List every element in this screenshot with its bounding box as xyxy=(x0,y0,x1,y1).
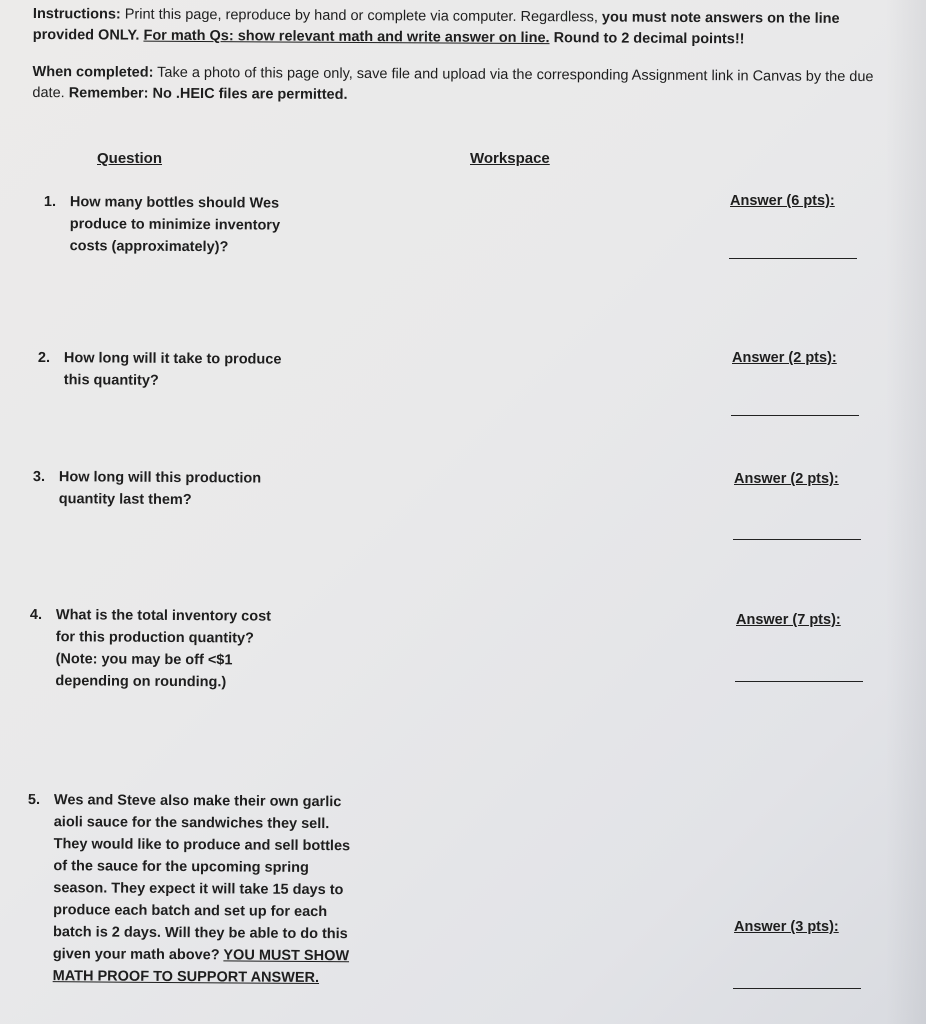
question-1 xyxy=(44,191,310,259)
instructions-text: Print this page, reproduce by hand or complete via computer. Regardless, xyxy=(120,6,602,26)
answer-line-5[interactable] xyxy=(733,988,861,989)
workspace-column-heading: Workspace xyxy=(470,150,550,167)
question-number: 1. xyxy=(43,193,57,211)
instructions-bold-note: you must note answers on the line provided ONLY. xyxy=(32,9,840,44)
question-number: 4. xyxy=(29,606,43,624)
answer-line-3[interactable] xyxy=(733,539,861,540)
answer-label-2: Answer (2 pts): xyxy=(732,350,837,366)
answer-label-4: Answer (7 pts): xyxy=(736,612,841,628)
question-number: 2. xyxy=(37,349,51,367)
instructions-paragraph xyxy=(33,4,883,51)
instructions-label: Instructions: xyxy=(32,5,121,23)
instructions-math-note: For math Qs: show relevant math and write answer on line. xyxy=(143,27,550,47)
instructions-rounding-note: Round to 2 decimal points!! xyxy=(549,30,745,48)
question-number: 3. xyxy=(32,468,46,486)
heic-warning: Remember: No .HEIC files are permitted. xyxy=(68,85,348,103)
question-column-heading: Question xyxy=(97,150,163,167)
answer-line-1[interactable] xyxy=(729,258,857,259)
question-number: 5. xyxy=(27,791,41,809)
question-3 xyxy=(33,466,299,512)
answer-label-3: Answer (2 pts): xyxy=(734,471,839,487)
completed-text: Take a photo of this page only, save file and upload via the corresponding Assignment link in Canvas by the due date. xyxy=(32,64,874,102)
question-2 xyxy=(38,347,304,393)
question-text: How many bottles should Wes produce to minimize inventory costs (approximately)? xyxy=(69,194,281,256)
answer-line-2[interactable] xyxy=(731,415,859,416)
answer-line-4[interactable] xyxy=(735,681,863,682)
answer-label-1: Answer (6 pts): xyxy=(730,193,835,209)
page-edge-shadow xyxy=(886,0,926,1024)
question-text: What is the total inventory cost for this production quantity? (Note: you may be off <$1 depending on rounding.) xyxy=(55,607,272,691)
question-4 xyxy=(29,604,291,694)
question-text: How long will this production quantity last them? xyxy=(58,469,262,509)
math-proof-note: YOU MUST SHOW MATH PROOF TO SUPPORT ANSWER. xyxy=(52,947,350,987)
completion-paragraph xyxy=(32,62,882,109)
question-text: Wes and Steve also make their own garlic aioli sauce for the sandwiches they sell. They would like to produce and sell bottles of the sauce for the upcoming spring season. They expect it will take 15 days to produce each batch and set up for each batch is 2 days. Will they be able to do this given your math above? YOU MUST SHOW MATH PROOF TO SUPPORT ANSWER. xyxy=(52,792,351,987)
question-text: How long will it take to produce this quantity? xyxy=(63,350,282,389)
instructions-block xyxy=(32,4,883,109)
completed-label: When completed: xyxy=(32,63,154,81)
answer-label-5: Answer (3 pts): xyxy=(734,919,839,935)
question-5 xyxy=(27,789,364,989)
